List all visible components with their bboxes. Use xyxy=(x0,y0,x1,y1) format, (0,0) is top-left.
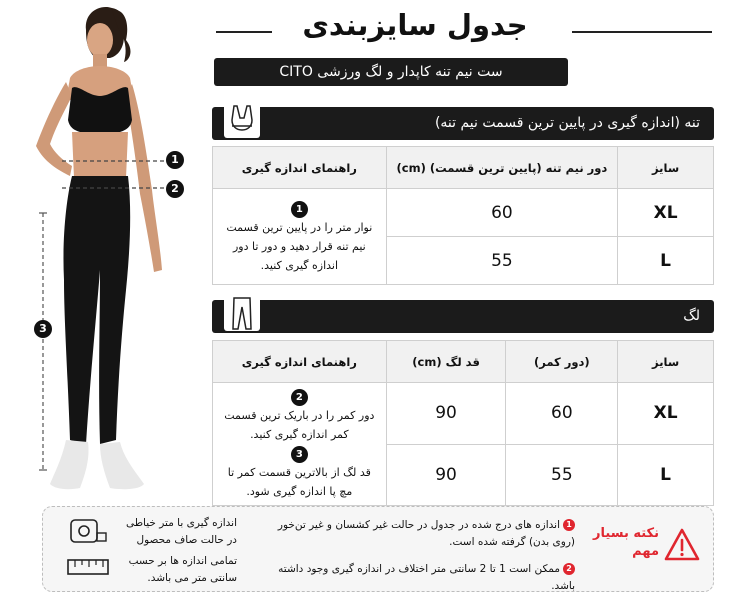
title-line-right xyxy=(572,31,712,33)
top-section-title: تنه (اندازه گیری در پایین ترین قسمت نیم تنه) xyxy=(434,115,700,131)
note-1 xyxy=(275,517,575,551)
bottom-table-header-row xyxy=(213,341,714,383)
note-number: 1 xyxy=(563,519,575,531)
model-figure xyxy=(0,0,200,500)
waist-value-cell: 60 xyxy=(506,383,618,445)
size-cell: L xyxy=(618,444,714,506)
top-table-header-row xyxy=(213,147,714,189)
note-number: 2 xyxy=(563,563,575,575)
model-illustration xyxy=(0,0,200,500)
bottom-section-bar xyxy=(212,300,714,333)
bust-value-cell: 55 xyxy=(386,237,618,285)
size-cell: L xyxy=(618,237,714,285)
marker-1: 1 xyxy=(166,151,184,169)
guide-number: 3 xyxy=(291,446,308,463)
note-2 xyxy=(275,561,575,595)
leggings-icon xyxy=(222,293,262,333)
guide-number: 2 xyxy=(291,389,308,406)
tool-text-ruler: تمامی اندازه ها بر حسب سانتی متر می باشد. xyxy=(128,555,237,584)
length-value-cell: 90 xyxy=(386,383,506,445)
header-size: سایز xyxy=(618,147,714,189)
header-bust-measure: دور نیم تنه (پایین ترین قسمت) (cm) xyxy=(386,147,618,189)
guide-cell xyxy=(213,383,387,506)
top-section-bar xyxy=(212,107,714,140)
top-size-table xyxy=(212,146,714,285)
size-cell: XL xyxy=(618,383,714,445)
guide-text: قد لگ از بالاترین قسمت کمر تا مچ پا اندازه گیری شود. xyxy=(227,466,371,498)
note-text: اندازه های درج شده در جدول در حالت غیر کشسان و غیر تن‌خور (روی بدن) گرفته شده است. xyxy=(277,519,575,548)
marker-3: 3 xyxy=(34,320,52,338)
page-subtitle: ست نیم تنه کاپدار و لگ ورزشی CITO xyxy=(214,58,568,86)
size-cell: XL xyxy=(618,189,714,237)
header-guide: راهنمای اندازه گیری xyxy=(213,341,387,383)
table-row xyxy=(213,383,714,445)
ruler-icon xyxy=(67,557,109,577)
table-row xyxy=(213,189,714,237)
marker-2: 2 xyxy=(166,180,184,198)
warning-triangle-icon xyxy=(663,527,701,563)
tool-text-tape: اندازه گیری با متر خیاطی در حالت صاف محصول xyxy=(125,517,237,546)
guide-number: 1 xyxy=(291,201,308,218)
waist-value-cell: 55 xyxy=(506,444,618,506)
footer-notes-box xyxy=(42,506,714,592)
sports-bra-icon xyxy=(222,100,262,140)
guide-cell xyxy=(213,189,387,285)
page-title: جدول سایزبندی xyxy=(302,8,528,42)
header-length: قد لگ (cm) xyxy=(386,341,506,383)
guide-text: نوار متر را در پایین ترین قسمت نیم تنه قرار دهید و دور تا دور اندازه گیری کنید. xyxy=(226,220,373,272)
measuring-tape-icon xyxy=(69,517,107,545)
warning-title: نکته بسیار مهم xyxy=(593,526,659,559)
bottom-size-table xyxy=(212,340,714,506)
header-waist: (دور کمر) xyxy=(506,341,618,383)
length-value-cell: 90 xyxy=(386,444,506,506)
header-guide: راهنمای اندازه گیری xyxy=(213,147,387,189)
header-size: سایز xyxy=(618,341,714,383)
bust-value-cell: 60 xyxy=(386,189,618,237)
note-text: ممکن است 1 تا 2 سانتی متر اختلاف در اندازه گیری وجود داشته باشد. xyxy=(278,563,575,592)
bottom-section-title: لگ xyxy=(683,308,700,324)
guide-text: دور کمر را در باریک ترین قسمت کمر اندازه گیری کنید. xyxy=(224,409,375,441)
